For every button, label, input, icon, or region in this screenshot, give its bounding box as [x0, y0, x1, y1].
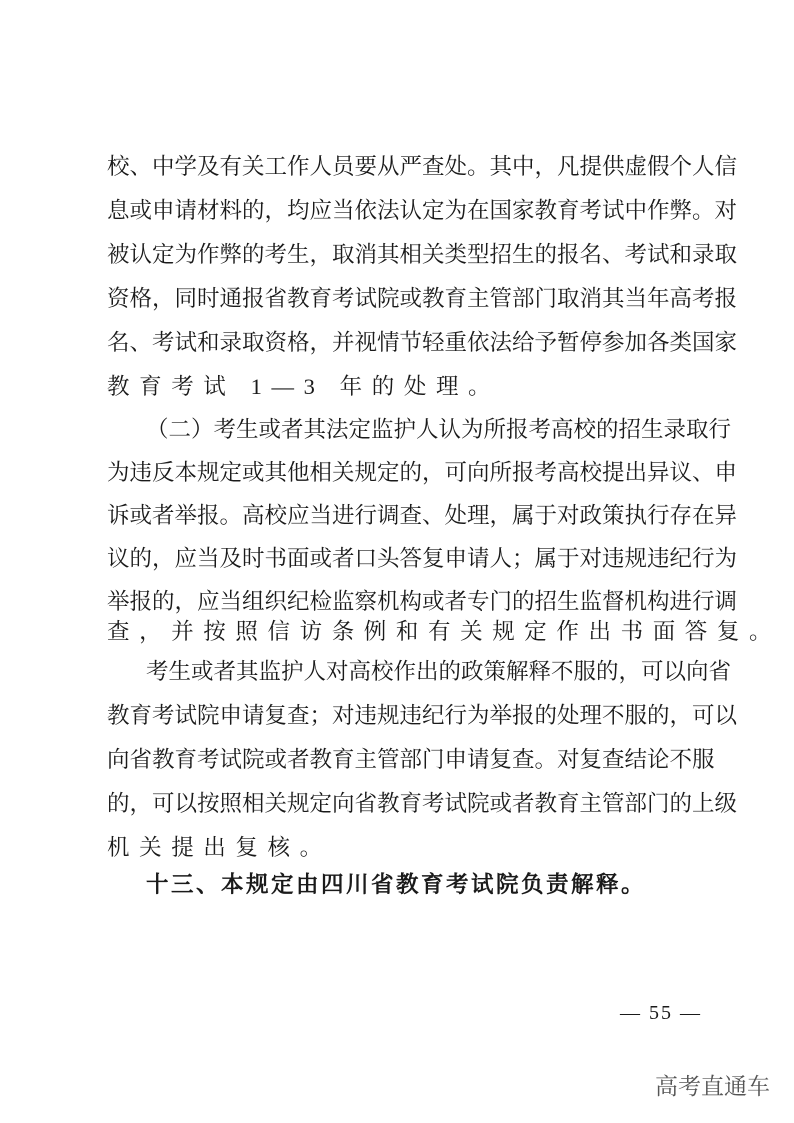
paragraph-1-line-6: 教育考试 1—3 年的处理。 — [107, 374, 501, 399]
paragraph-2-line-6: 查，并按照信访条例和有关规定作出书面答复。 — [107, 619, 782, 644]
paragraph-1-line-3: 被认定为作弊的考生，取消其相关类型招生的报名、考试和录取 — [107, 242, 738, 267]
paragraph-3-line-2: 教育考试院申请复查；对违规违纪行为举报的处理不服的，可以 — [107, 703, 738, 728]
paragraph-2-line-1: （二）考生或者其法定监护人认为所报考高校的招生录取行 — [146, 417, 732, 442]
page-number: — 55 — — [620, 1002, 702, 1024]
paragraph-1-line-4: 资格，同时通报省教育考试院或教育主管部门取消其当年高考报 — [107, 286, 738, 311]
paragraph-1-line-2: 息或申请材料的，均应当依法认定为在国家教育考试中作弊。对 — [107, 198, 738, 223]
paragraph-3-line-1: 考生或者其监护人对高校作出的政策解释不服的，可以向省 — [146, 659, 732, 684]
paragraph-2-line-4: 议的，应当及时书面或者口头答复申请人；属于对违规违纪行为 — [107, 546, 738, 571]
paragraph-1-line-1: 校、中学及有关工作人员要从严查处。其中，凡提供虚假个人信 — [107, 154, 738, 179]
paragraph-3-line-3: 向省教育考试院或者教育主管部门申请复查。对复查结论不服 — [107, 747, 715, 772]
paragraph-3-line-5: 机关提出复核。 — [107, 835, 332, 860]
watermark: 高考直通车 — [655, 1074, 770, 1100]
paragraph-1-line-5: 名、考试和录取资格，并视情节轻重依法给予暂停参加各类国家 — [107, 330, 738, 355]
paragraph-2-line-3: 诉或者举报。高校应当进行调查、处理，属于对政策执行存在异 — [107, 503, 738, 528]
paragraph-2-line-2: 为违反本规定或其他相关规定的，可向所报考高校提出异议、申 — [107, 460, 738, 485]
section-heading: 十三、本规定由四川省教育考试院负责解释。 — [146, 872, 647, 898]
paragraph-3-line-4: 的，可以按照相关规定向省教育考试院或者教育主管部门的上级 — [107, 791, 738, 816]
paragraph-2-line-5: 举报的，应当组织纪检监察机构或者专门的招生监督机构进行调 — [107, 589, 738, 614]
